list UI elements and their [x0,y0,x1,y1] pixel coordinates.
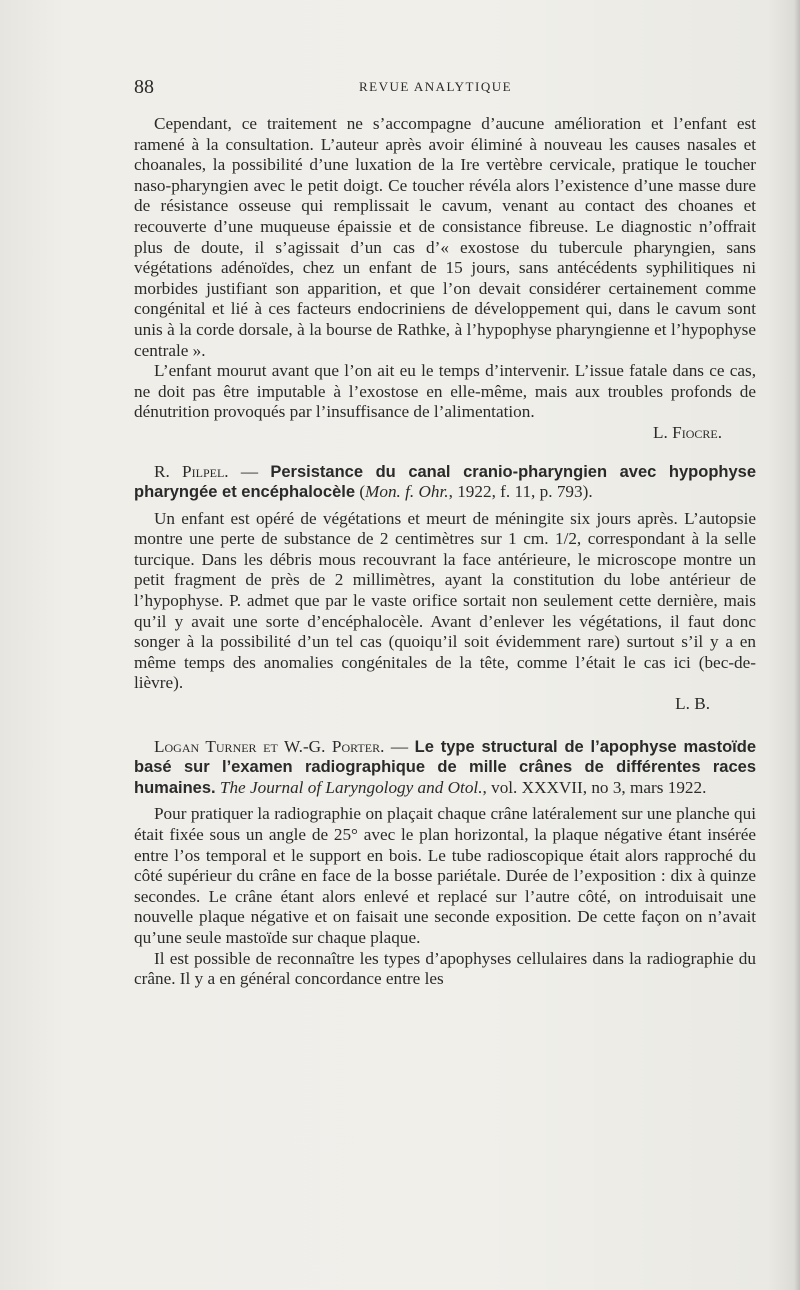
article2-paragraph: Un enfant est opéré de végétations et meurt de méningite six jours après. L’autopsie montre une perte de substance de 2 centimètres sur 1 cm. 1/2, correspondant à la selle turcique. Dans les débris mous recouvrant la face antérieure, le microscope montre un petit fragment de près de 2 millimètres, ayant la constitution du lobe antérieur de l’hypophyse. P. admet que par le vaste orifice sortait non seulement cette dernière, mais qu’il y avait une sorte d’encéphalocèle. Avant d’enlever les végétations, il faut donc songer à la possibilité d’un tel cas (quoiqu’il soit évidemment rare) surtout s’il y a en même temps des anomalies congénitales de la tête, comme l’était le cas ici (bec-de-lièvre). [134,508,756,693]
article2-title: Persistance du canal cranio-pharyngien avec hypophyse pharyngée et encéphalocèle [134,462,757,502]
running-title: REVUE ANALYTIQUE [359,79,513,94]
article3-reference [134,737,756,799]
article3-source-rest: , vol. XXXVII, no 3, mars 1922. [482,777,707,797]
article1-paragraph-2-text: L’enfant mourut avant que l’on ait eu le temps d’intervenir. L’issue fatale dans ce cas, ne doit pas être imputable à l’exostose en elle-même, mais aux troubles profonds de dénutrition provoqués par l’insuffisance de l’alimentation. [134,361,756,422]
article1-paragraph-1: Cependant, ce traitement ne s’accompagne d’aucune amélioration et l’enfant est ramené à la consultation. L’auteur après avoir éliminé à nouveau les causes nasales et choanales, la possibilité d’une luxation de la Ire vertèbre cervicale, pratique le toucher naso-pharyngien avec le petit doigt. Ce toucher révéla alors l’existence d’une masse dure de résistance osseuse qui remplissait le cavum, venant au contact des choanes et recouverte d’une muqueuse épaissie et de consistance fibreuse. Le diagnostic n’offrait plus de doute, il s’agissait d’un cas d’« exostose du tubercule pharyngien, sans végétations adénoïdes, chez un enfant de 15 jours, sans antécédents syphilitiques ni morbides justifiant son apparition, et que l’on devait considérer certainement comme congénital et lié à ces facteurs endocriniens de développement qui, dans le cavum sont unis à la corde dorsale, à la bourse de Rathke, à l’hypophyse pharyngienne et l’hypophyse centrale ». [134,114,756,360]
article2-author: R. Pilpel. [154,461,229,481]
article3-paragraph-2: Il est possible de reconnaître les types d’apophyses cellulaires dans la radiographie du crâne. Il y a en général concordance entre les [134,948,756,989]
article2-source-rest: , 1922, f. 11, p. 793). [448,482,593,502]
page-header [134,76,756,100]
article1-signature-line [134,423,756,444]
article2-reference [134,462,756,503]
article3-authors: Logan Turner et W.-G. Porter. [154,736,385,756]
article2-source-open: ( [355,482,366,502]
article2-signature-line [134,694,756,715]
page-number: 88 [134,76,154,98]
article1-signature: L. Fiocre. [653,422,722,442]
article3-paragraph-1: Pour pratiquer la radiographie on plaçait chaque crâne latéralement sur une planche qui était fixée sous un angle de 25° avec le plan horizontal, la plaque négative étant insérée entre l’os temporal et le support en bois. Le tube radioscopique était alors rapproché du côté supérieur du crâne en face de la bosse pariétale. Durée de l’exposition : dix à quinze secondes. Le crâne étant alors enlevé et replacé sur l’autre côté, on introduisait une nouvelle plaque négative et on faisait une seconde exposition. De cette façon on n’avait qu’une seule mastoïde sur chaque plaque. [134,804,756,947]
article1-paragraph-2 [134,361,756,423]
article2-dash: — [228,461,271,481]
article2-signature: L. B. [675,694,710,714]
section-gap [134,715,756,737]
section-gap [134,444,756,462]
article2-journal: Mon. f. Ohr. [365,482,449,502]
page-body [134,114,756,990]
article3-title: Le type structural de l’apophyse mastoïde basé sur l’examen radiographique de mille crânes de différentes races humaines. [134,737,756,797]
article3-journal: The Journal of Laryngology and Otol. [219,777,483,797]
article3-dash: — [384,736,415,756]
page-edge-shadow [794,0,800,1290]
